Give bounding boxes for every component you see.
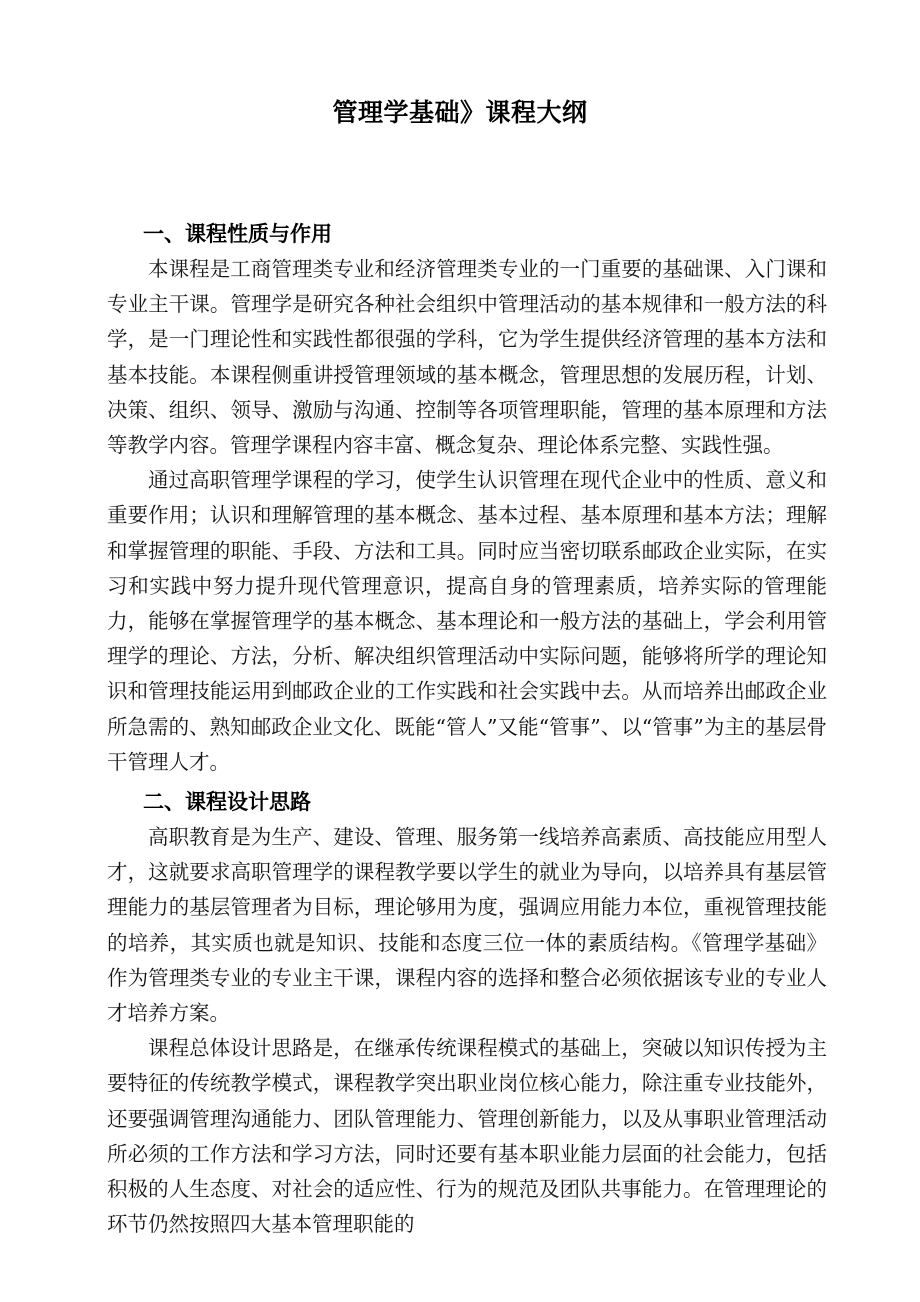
paragraph: 通过高职管理学课程的学习，使学生认识管理在现代企业中的性质、意义和重要作用；认识和理解管理的基本概念、基本过程、基本原理和基本方法；理解和掌握管理的职能、手段、方法和工具。同时应当密切联系邮政企业实际，在实习和实践中努力提升现代管理意识，提高自身的管理素质，培养实际的管理能力，能够在掌握管理学的基本概念、基本理论和一般方法的基础上，学会利用管理学的理论、方法，分析、解决组织管理活动中实际问题，能够将所学的理论知识和管理技能运用到邮政企业的工作实践和社会实践中去。从而培养出邮政企业所急需的、熟知邮政企业文化、既能“管人”又能“管事”、以“管事”为主的基层骨干管理人才。 [107, 468, 827, 774]
document-title: 管理学基础》课程大纲 [332, 98, 588, 127]
section-heading-2: 二、课程设计思路 [143, 790, 311, 815]
paragraph: 本课程是工商管理类专业和经济管理类专业的一门重要的基础课、入门课和专业主干课。管理学是研究各种社会组织中管理活动的基本规律和一般方法的科学，是一门理论性和实践性都很强的学科，它为学生提供经济管理的基本方法和基本技能。本课程侧重讲授管理领域的基本概念，管理思想的发展历程，计划、决策、组织、领导、激励与沟通、控制等各项管理职能，管理的基本原理和方法等教学内容。管理学课程内容丰富、概念复杂、理论体系完整、实践性强。 [107, 257, 827, 458]
paragraph: 课程总体设计思路是，在继承传统课程模式的基础上，突破以知识传授为主要特征的传统教学模式，课程教学突出职业岗位核心能力，除注重专业技能外，还要强调管理沟通能力、团队管理能力、管理创新能力，以及从事职业管理活动所必须的工作方法和学习方法，同时还要有基本职业能力层面的社会能力，包括积极的人生态度、对社会的适应性、行为的规范及团队共事能力。在管理理论的环节仍然按照四大基本管理职能的 [107, 1036, 827, 1237]
document-body [107, 216, 827, 1242]
section-course-nature [107, 216, 827, 780]
section-course-design [107, 784, 827, 1242]
section-heading-1: 一、课程性质与作用 [143, 222, 332, 246]
title-spacer [0, 130, 920, 216]
paragraph: 高职教育是为生产、建设、管理、服务第一线培养高素质、高技能应用型人才，这就要求高职管理学的课程教学要以学生的就业为导向，以培养具有基层管理能力的基层管理者为目标，理论够用为度，强调应用能力本位，重视管理技能的培养，其实质也就是知识、技能和态度三位一体的素质结构。《管理学基础》作为管理类专业的专业主干课，课程内容的选择和整合必须依据该专业的专业人才培养方案。 [107, 825, 827, 1026]
